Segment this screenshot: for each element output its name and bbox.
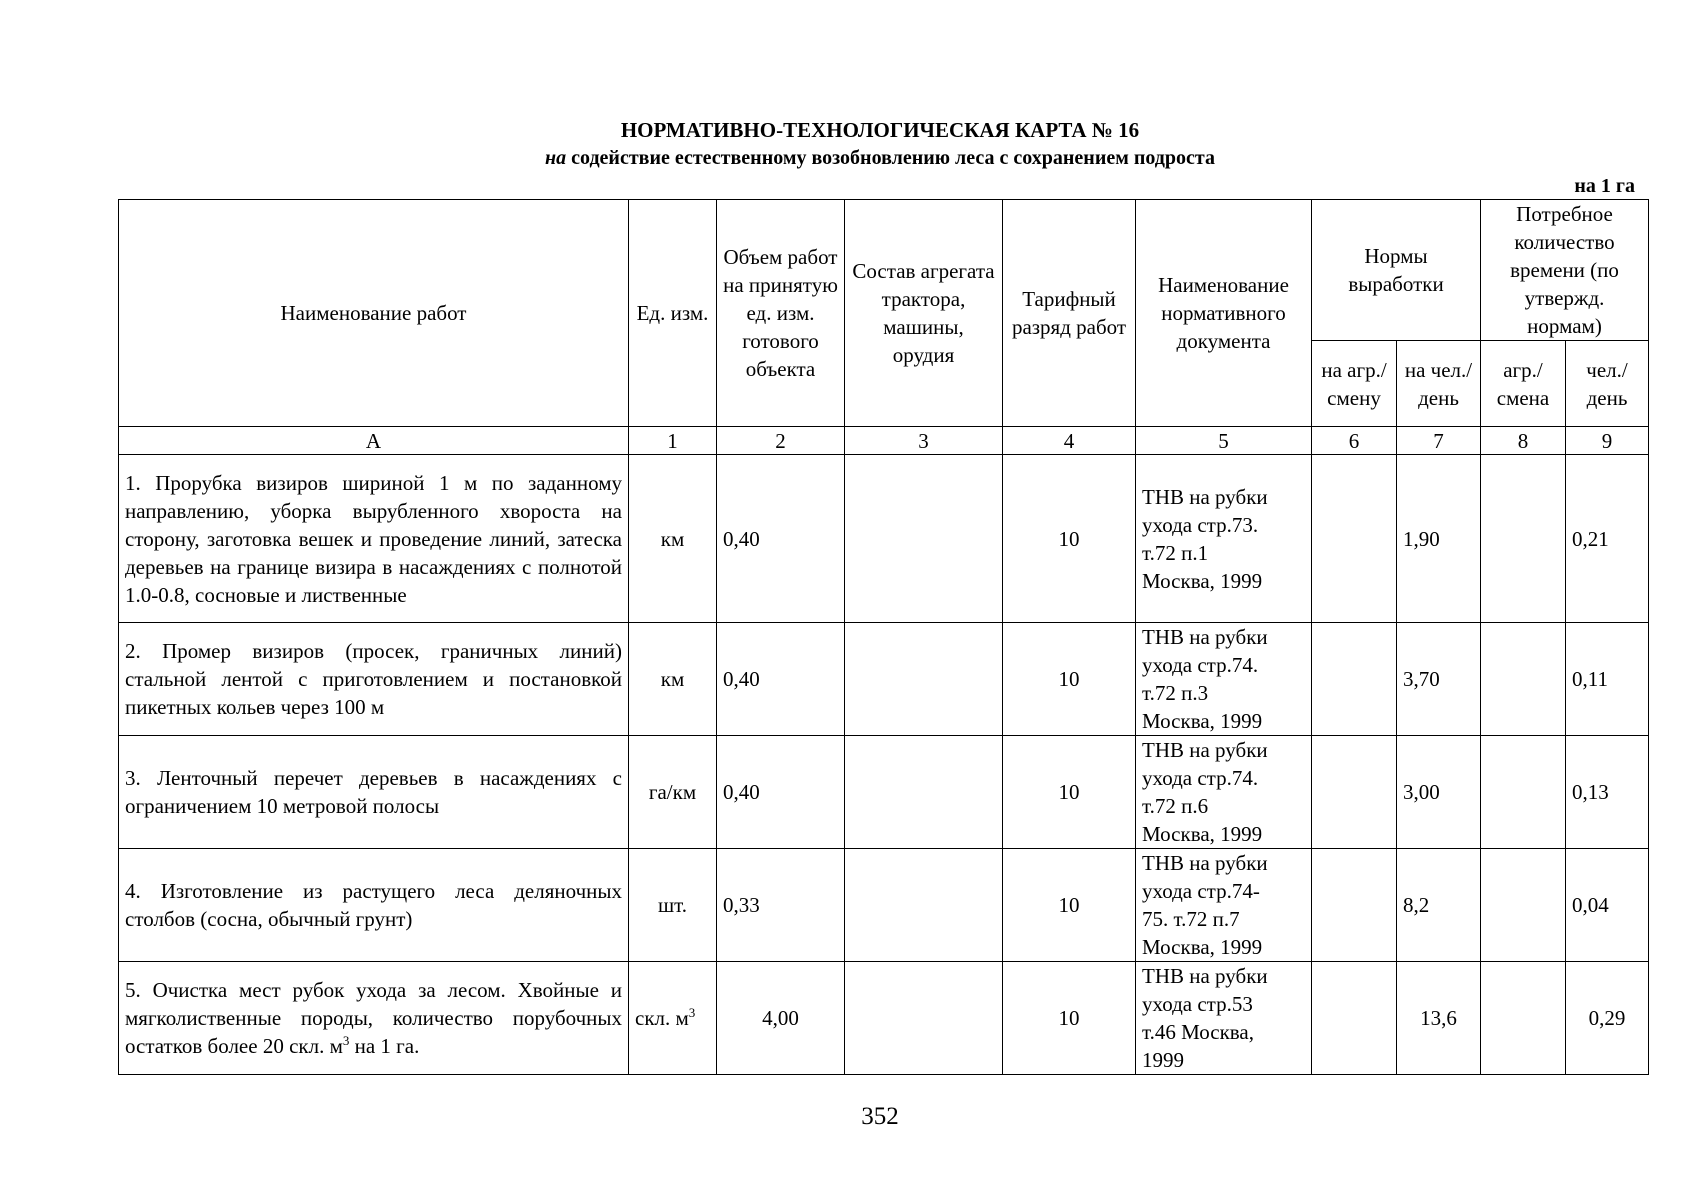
aggregate-cell (845, 962, 1003, 1075)
volume-cell: 0,40 (717, 736, 845, 849)
time-man-cell: 0,13 (1566, 736, 1649, 849)
norm-man-cell: 13,6 (1397, 962, 1481, 1075)
document-line: Москва, 1999 (1142, 935, 1263, 959)
work-name: 2. Промер визиров (просек, граничных линий) стальной лентой с приготовлением и постановкой пикетных кольев через 100 м (119, 623, 629, 736)
header-volume: Объем работ на принятую ед. изм. готового объекта (717, 200, 845, 427)
time-man-cell: 0,29 (1566, 962, 1649, 1075)
header-unit: Ед. изм. (629, 200, 717, 427)
document-line: ухода стр.74- (1142, 879, 1260, 903)
header-time-man: чел./ день (1566, 341, 1649, 427)
volume-cell: 4,00 (717, 962, 845, 1075)
grade-cell: 10 (1003, 455, 1136, 623)
norm-man-cell: 3,00 (1397, 736, 1481, 849)
page-number: 352 (861, 1103, 899, 1130)
norm-agr-cell (1312, 623, 1397, 736)
table-row (119, 623, 1649, 736)
norm-agr-cell (1312, 455, 1397, 623)
work-name-tail: на 1 га. (349, 1034, 420, 1058)
technology-card-table (118, 199, 1649, 1075)
time-agr-cell (1481, 849, 1566, 962)
norm-man-cell: 1,90 (1397, 455, 1481, 623)
document-line: ухода стр.73. (1142, 512, 1259, 537)
work-name (119, 962, 629, 1075)
norm-agr-cell (1312, 962, 1397, 1075)
column-number: 5 (1136, 427, 1312, 455)
document-line: 75. т.72 п.7 (1142, 907, 1240, 931)
unit-main: скл. м (635, 1006, 689, 1030)
unit-cell (629, 962, 717, 1075)
column-number: 6 (1312, 427, 1397, 455)
document-line: ТНВ на рубки (1142, 738, 1268, 762)
time-man-cell: 0,21 (1566, 455, 1649, 623)
grade-cell: 10 (1003, 849, 1136, 962)
work-name: 3. Ленточный перечет деревьев в насаждениях с ограничением 10 метровой полосы (119, 736, 629, 849)
time-agr-cell (1481, 623, 1566, 736)
header-norms: Нормы выработки (1312, 200, 1481, 341)
column-number: 1 (629, 427, 717, 455)
document-line: 1999 (1142, 1048, 1184, 1072)
norm-agr-cell (1312, 736, 1397, 849)
unit-cell: км (629, 623, 717, 736)
norm-man-cell: 8,2 (1397, 849, 1481, 962)
unit-cell: шт. (629, 849, 717, 962)
subtitle-prefix: на (545, 147, 567, 169)
volume-cell: 0,40 (717, 623, 845, 736)
work-name-superscript: 3 (342, 1033, 350, 1048)
document-line: т.46 Москва, (1142, 1020, 1255, 1044)
time-man-cell: 0,11 (1566, 623, 1649, 736)
aggregate-cell (845, 623, 1003, 736)
column-number: 9 (1566, 427, 1649, 455)
time-man-cell: 0,04 (1566, 849, 1649, 962)
time-agr-cell (1481, 962, 1566, 1075)
document-line: ТНВ на рубки (1142, 625, 1268, 649)
work-name-main: 5. Очистка мест рубок ухода за лесом. Хвойные и мягколиственные породы, количество порубочных остатков более 20 скл. м (125, 978, 622, 1058)
unit-note: на 1 га (1574, 175, 1635, 197)
column-number: 4 (1003, 427, 1136, 455)
header-name: Наименование работ (119, 200, 629, 427)
header-norms-agr: на агр./ смену (1312, 341, 1397, 427)
column-number: А (119, 427, 629, 455)
document-cell (1136, 455, 1312, 623)
time-agr-cell (1481, 455, 1566, 623)
header-time-agr: агр./ смена (1481, 341, 1566, 427)
unit-superscript: 3 (688, 1005, 696, 1020)
header-grade: Тарифный разряд работ (1003, 200, 1136, 427)
grade-cell: 10 (1003, 736, 1136, 849)
document-line: Москва, 1999 (1142, 709, 1263, 733)
document-line: ТНВ на рубки (1142, 484, 1268, 509)
document-cell (1136, 849, 1312, 962)
work-name: 4. Изготовление из растущего леса деляночных столбов (сосна, обычный грунт) (119, 849, 629, 962)
document-line: Москва, 1999 (1142, 822, 1263, 846)
header-document: Наименование нормативного документа (1136, 200, 1312, 427)
document-line: ухода стр.53 (1142, 992, 1253, 1016)
norm-agr-cell (1312, 849, 1397, 962)
time-agr-cell (1481, 736, 1566, 849)
document-line: ТНВ на рубки (1142, 851, 1268, 875)
document-line: т.72 п.3 (1142, 681, 1209, 705)
column-number: 7 (1397, 427, 1481, 455)
unit-cell: га/км (629, 736, 717, 849)
document-line: т.72 п.6 (1142, 794, 1209, 818)
aggregate-cell (845, 849, 1003, 962)
document-cell (1136, 736, 1312, 849)
page-subtitle (0, 145, 1697, 171)
volume-cell: 0,40 (717, 455, 845, 623)
document-cell (1136, 962, 1312, 1075)
table-row (119, 736, 1649, 849)
document-line: ухода стр.74. (1142, 653, 1259, 677)
aggregate-cell (845, 736, 1003, 849)
subtitle-text: содействие естественному возобновлению леса с сохранением подроста (566, 147, 1215, 169)
document-line: Москва, 1999 (1142, 568, 1263, 593)
column-number: 8 (1481, 427, 1566, 455)
page-title: НОРМАТИВНО-ТЕХНОЛОГИЧЕСКАЯ КАРТА № 16 (620, 118, 1140, 142)
header-time: Потребное количество времени (по утвержд. нормам) (1481, 200, 1649, 341)
document-line: ухода стр.74. (1142, 766, 1259, 790)
work-name: 1. Прорубка визиров шириной 1 м по заданному направлению, уборка вырубленного хвороста на сторону, заготовка вешек и проведение линий, затеска деревьев на границе визира в насаждениях с полнотой 1.0-0.8, сосновые и лиственные (119, 455, 629, 623)
header-aggregate: Состав агрегата трактора, машины, орудия (845, 200, 1003, 427)
unit-cell: км (629, 455, 717, 623)
column-number: 3 (845, 427, 1003, 455)
table-row (119, 849, 1649, 962)
volume-cell: 0,33 (717, 849, 845, 962)
grade-cell: 10 (1003, 623, 1136, 736)
norm-man-cell: 3,70 (1397, 623, 1481, 736)
column-number-row (119, 427, 1649, 455)
table-row (119, 962, 1649, 1075)
document-cell (1136, 623, 1312, 736)
document-line: т.72 п.1 (1142, 540, 1209, 565)
aggregate-cell (845, 455, 1003, 623)
column-number: 2 (717, 427, 845, 455)
grade-cell: 10 (1003, 962, 1136, 1075)
header-norms-man: на чел./ день (1397, 341, 1481, 427)
table-row (119, 455, 1649, 623)
document-line: ТНВ на рубки (1142, 964, 1268, 988)
